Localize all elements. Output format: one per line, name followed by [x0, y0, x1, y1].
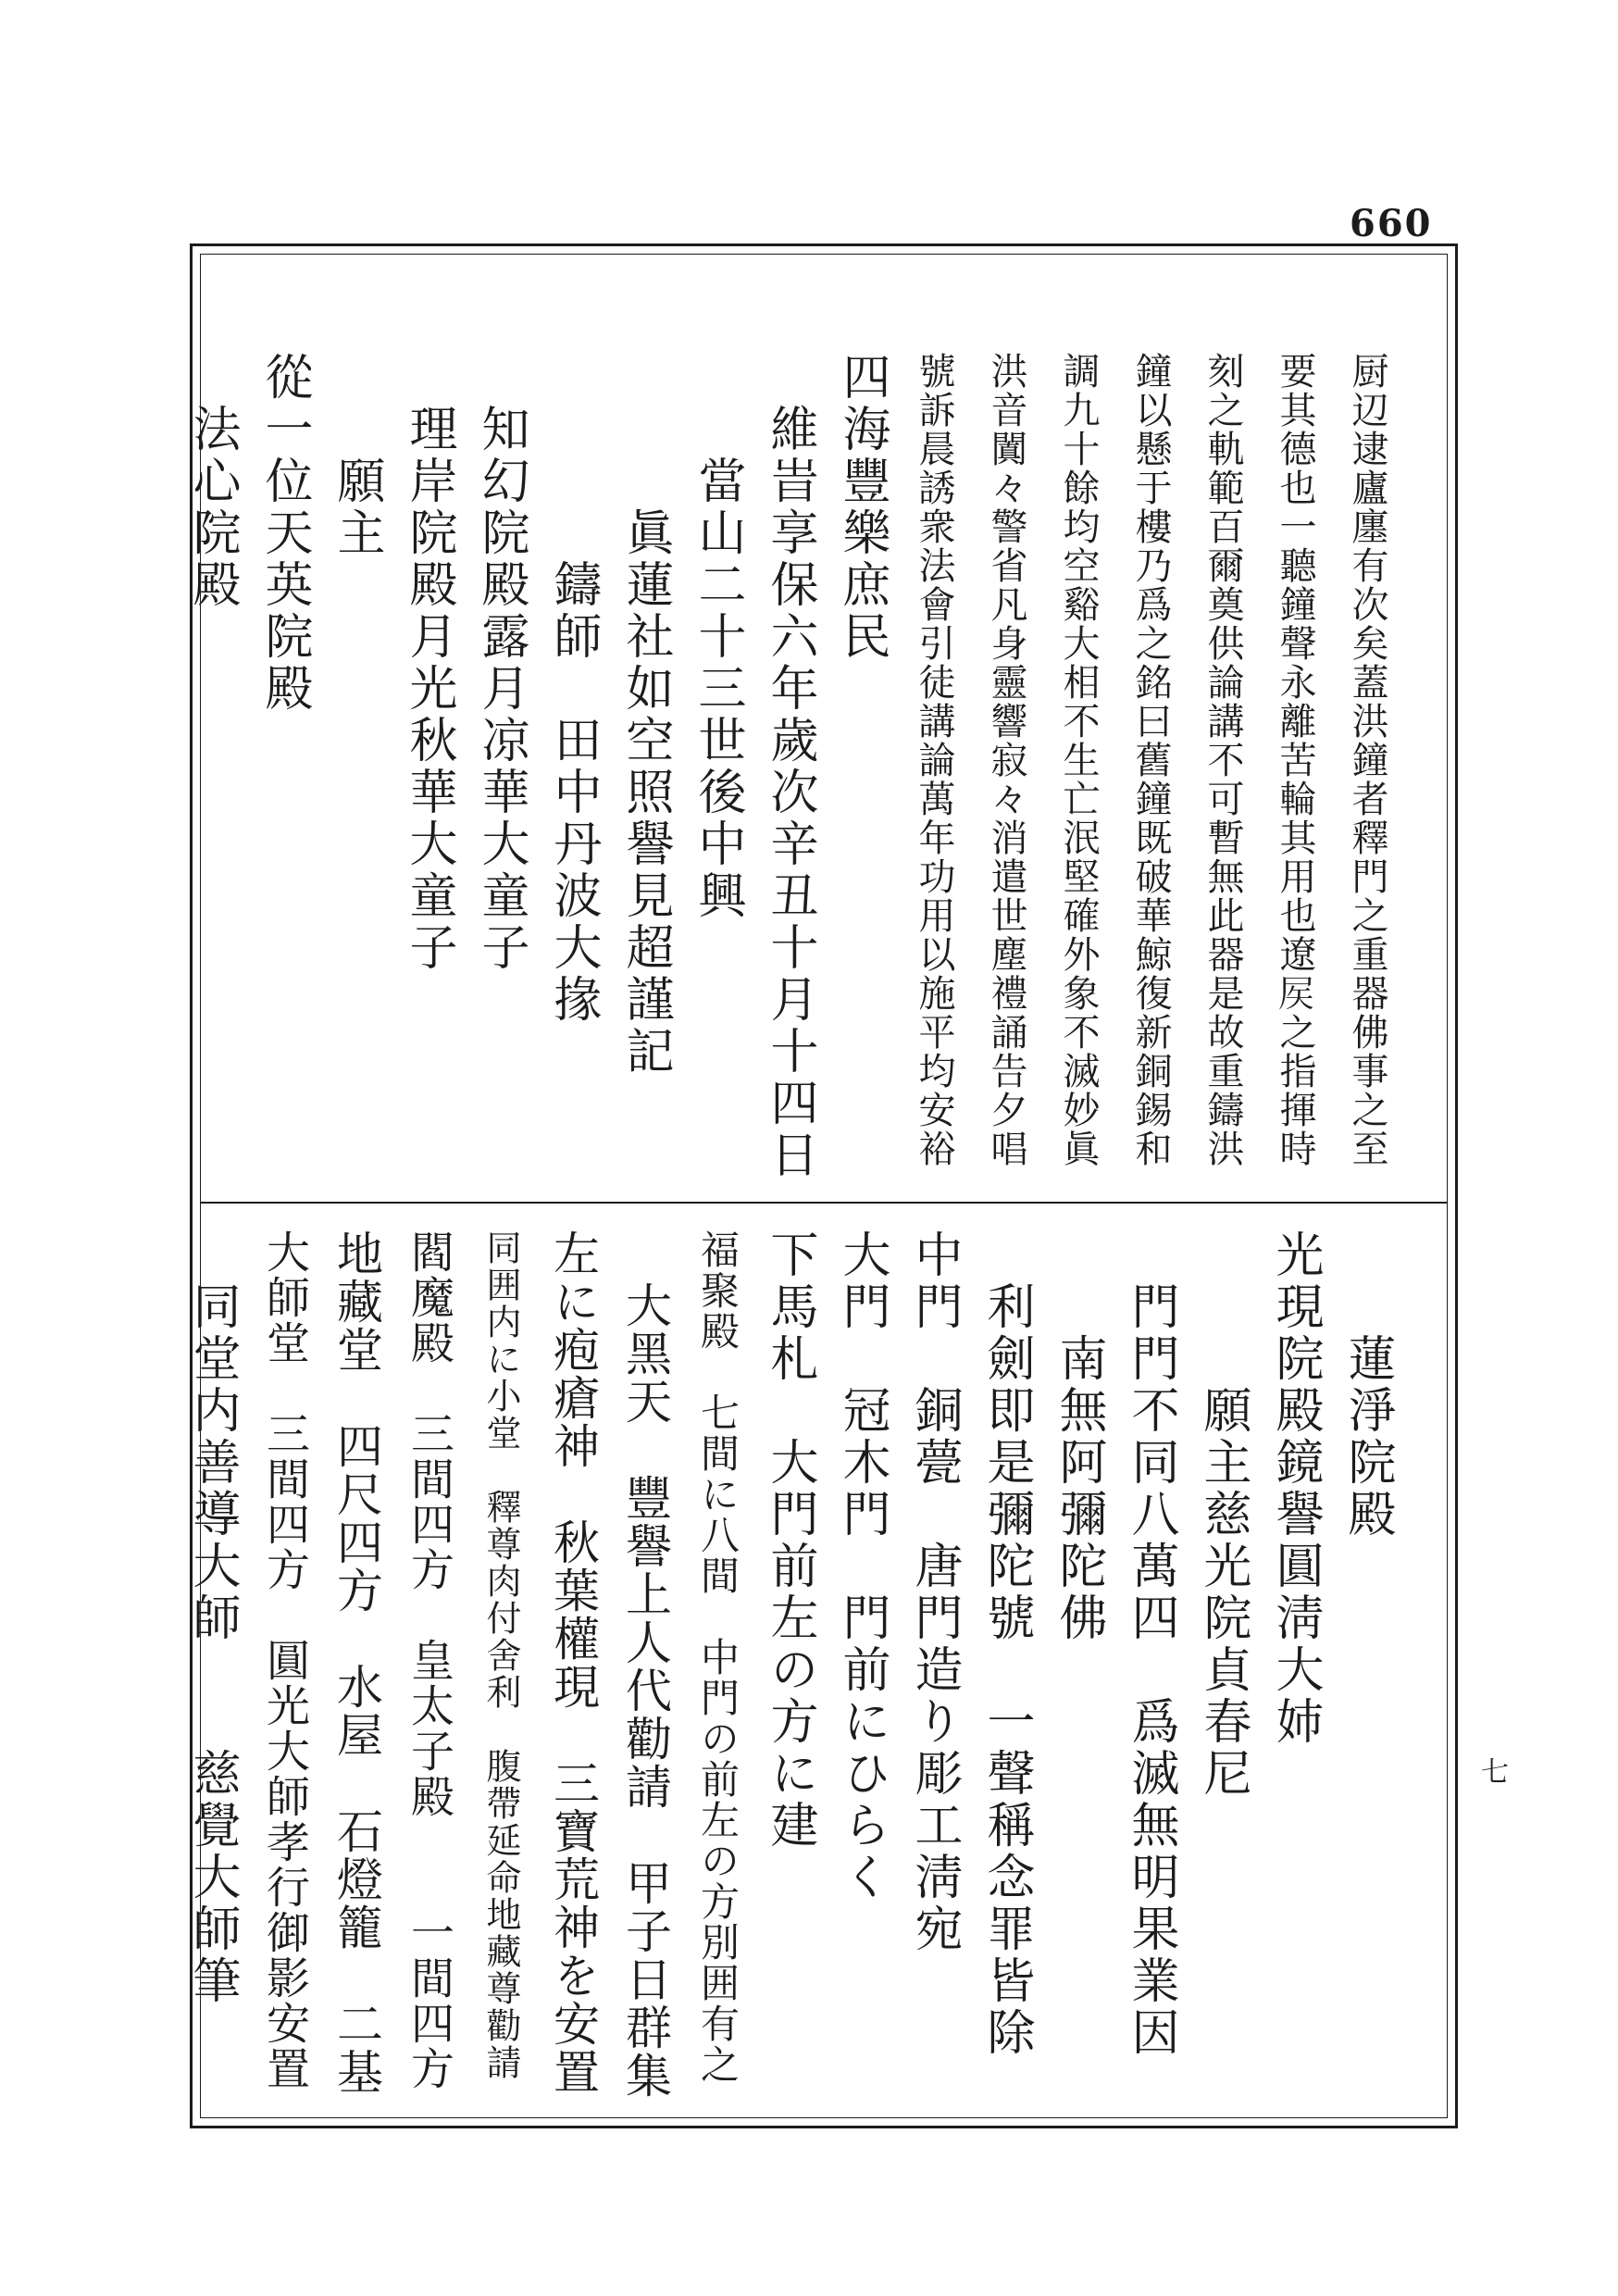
- text-column: 理岸院殿月光秋華大童子: [401, 404, 456, 974]
- text-column: 厨辺逮廬廛有次矣蓋洪鐘者釋門之重器佛事之至: [1346, 352, 1388, 1168]
- text-column: 維旹享保六年歲次辛丑十月十四日: [762, 404, 817, 1181]
- text-column: 大黑天 豐譽上人代勸請 甲子日群集: [618, 1281, 672, 2100]
- text-column: 當山二十三世後中興: [690, 455, 745, 922]
- temple-buildings-section: [183, 1229, 1396, 2100]
- text-column: 大師堂 三間四方 圓光大師孝行御影安置: [259, 1229, 310, 2091]
- text-column: 中門 銅甍 唐門造り彫工淸宛: [906, 1229, 962, 1955]
- text-column: 法心院殿: [184, 404, 240, 611]
- text-column: 號訴晨誘衆法會引徒講論萬年功用以施平均安裕: [913, 352, 955, 1168]
- text-column: 門門不同八萬四 爲滅無明果業因: [1123, 1281, 1178, 2059]
- section-divider: [200, 1202, 1448, 1204]
- text-column: 調九十餘均空谿大相不生亡泯堅確外象不滅妙眞: [1057, 352, 1100, 1168]
- margin-mark: 七: [1481, 1756, 1509, 1789]
- page-number: 660: [1350, 202, 1433, 245]
- text-column: 利劍即是彌陀號 一聲稱念罪皆除: [978, 1281, 1034, 2059]
- text-column: 福聚殿 七間に八間 中門の前左の方別囲有之: [695, 1229, 741, 2085]
- text-column: 願主慈光院貞春尼: [1195, 1385, 1251, 1800]
- text-column: 眞蓮社如空照譽見超謹記: [617, 507, 673, 1078]
- text-column: 同堂内善導大師 慈覺大師筆: [184, 1281, 240, 2007]
- text-column: 大門 冠木門 門前にひらく: [834, 1229, 890, 1903]
- text-column: 刻之軌範百爾奠供論講不可暫無此器是故重鑄洪: [1201, 352, 1244, 1168]
- text-column: 蓮淨院殿: [1339, 1333, 1395, 1541]
- text-column: 從一位天英院殿: [256, 352, 312, 715]
- text-column: 鑄師 田中丹波大掾: [545, 559, 601, 1026]
- text-column: 知幻院殿露月凉華大童子: [473, 404, 529, 974]
- text-column: 願主: [329, 455, 384, 559]
- bell-inscription-section: [183, 352, 1396, 1185]
- text-column: 鐘以懸于樓乃爲之銘曰舊鐘既破華鯨復新銅錫和: [1129, 352, 1172, 1168]
- text-column: 同囲内に小堂 釋尊肉付舍利 腹帶延命地藏尊勸請: [480, 1229, 521, 2081]
- text-column: 左に疱瘡神 秋葉權現 三寶荒神を安置: [546, 1229, 600, 2096]
- text-column: 四海豐樂庶民: [834, 352, 890, 663]
- text-column: 閻魔殿 三間四方 皇太子殿 一間四方: [404, 1229, 454, 2091]
- text-column: 南無阿彌陀佛: [1051, 1333, 1106, 1644]
- text-column: 地藏堂 四尺四方 水屋 石燈籠 二基: [330, 1229, 383, 2096]
- text-column: 下馬札 大門前左の方に建: [762, 1229, 817, 1852]
- text-column: 洪音闐々警省凡身靈響寂々消遣世塵禮誦告夕唱: [985, 352, 1027, 1168]
- text-column: 光現院殿鏡譽圓淸大姉: [1267, 1229, 1323, 1748]
- text-column: 要其德也一聽鐘聲永離苦輪其用也遼𡱁之指揮時: [1274, 352, 1316, 1168]
